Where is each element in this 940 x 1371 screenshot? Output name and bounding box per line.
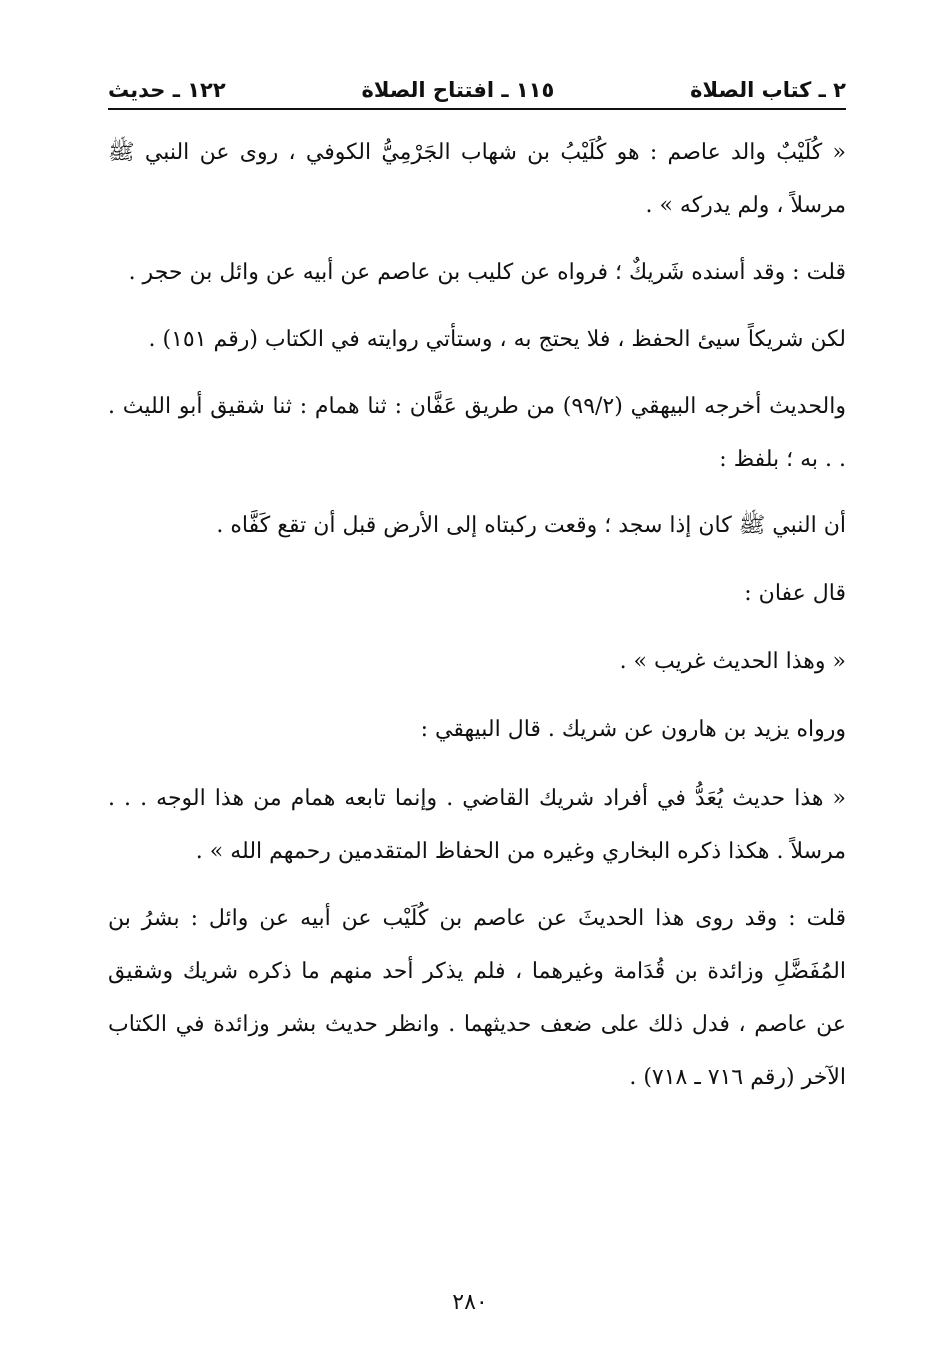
affan-quote: « وهذا الحديث غريب » . (619, 649, 846, 674)
paragraph-bayhaqi-takhrij: والحديث أخرجه البيهقي (٩٩/٢) من طريق عَفَّان : ثنا همام : ثنا شقيق أبو الليث . . . به ؛ بلفظ : (108, 394, 846, 472)
header-hadith-number: ١٢٢ ـ حديث (108, 78, 226, 102)
paragraph-conclusion: قلت : وقد روى هذا الحديثَ عن عاصم بن كُلَيْب عن أبيه عن وائل : بشرُ بن المُفَضَّلِ وزائدة بن قُدَامة وغيرهما ، فلم يذكر أحد منهم ما ذكره شريك وشقيق عن عاصم ، فدل ذلك على ضعف حديثهما . وانظر حديث بشر وزائدة في الكتاب الآخر (رقم ٧١٦ ـ ٧١٨) . (108, 906, 846, 1090)
page-number: ٢٨٠ (452, 1290, 488, 1315)
affan-said: قال عفان : (744, 581, 846, 606)
paragraph-kulayb-biography: « كُلَيْبٌ والد عاصم : هو كُلَيْبُ بن شهاب الجَرْمِيُّ الكوفي ، روى عن النبي ﷺ مرسلاً ، ولم يدركه » . (108, 140, 846, 218)
page (108, 78, 846, 1118)
hadith-text: أن النبي ﷺ كان إذا سجد ؛ وقعت ركبتاه إلى الأرض قبل أن تقع كَفَّاه . (216, 513, 846, 538)
page-body (108, 126, 846, 1104)
header-chapter: ١١٥ ـ افتتاح الصلاة (361, 78, 555, 102)
running-header (108, 78, 846, 110)
paragraph-sharik-isnad: قلت : وقد أسنده شَريكٌ ؛ فرواه عن كليب بن عاصم عن أبيه عن وائل بن حجر . (128, 260, 846, 285)
header-book: ٢ ـ كتاب الصلاة (690, 78, 846, 102)
bayhaqi-quote: « هذا حديث يُعَدُّ في أفراد شريك القاضي . وإنما تابعه همام من هذا الوجه . . . مرسلاً . هكذا ذكره البخاري وغيره من الحفاظ المتقدمين رحمهم الله » . (108, 786, 846, 864)
paragraph-sharik-weak-memory: لكن شريكاً سيئ الحفظ ، فلا يحتج به ، وستأتي روايته في الكتاب (رقم ١٥١) . (148, 327, 846, 352)
yazid-narration: ورواه يزيد بن هارون عن شريك . قال البيهقي : (420, 717, 846, 742)
